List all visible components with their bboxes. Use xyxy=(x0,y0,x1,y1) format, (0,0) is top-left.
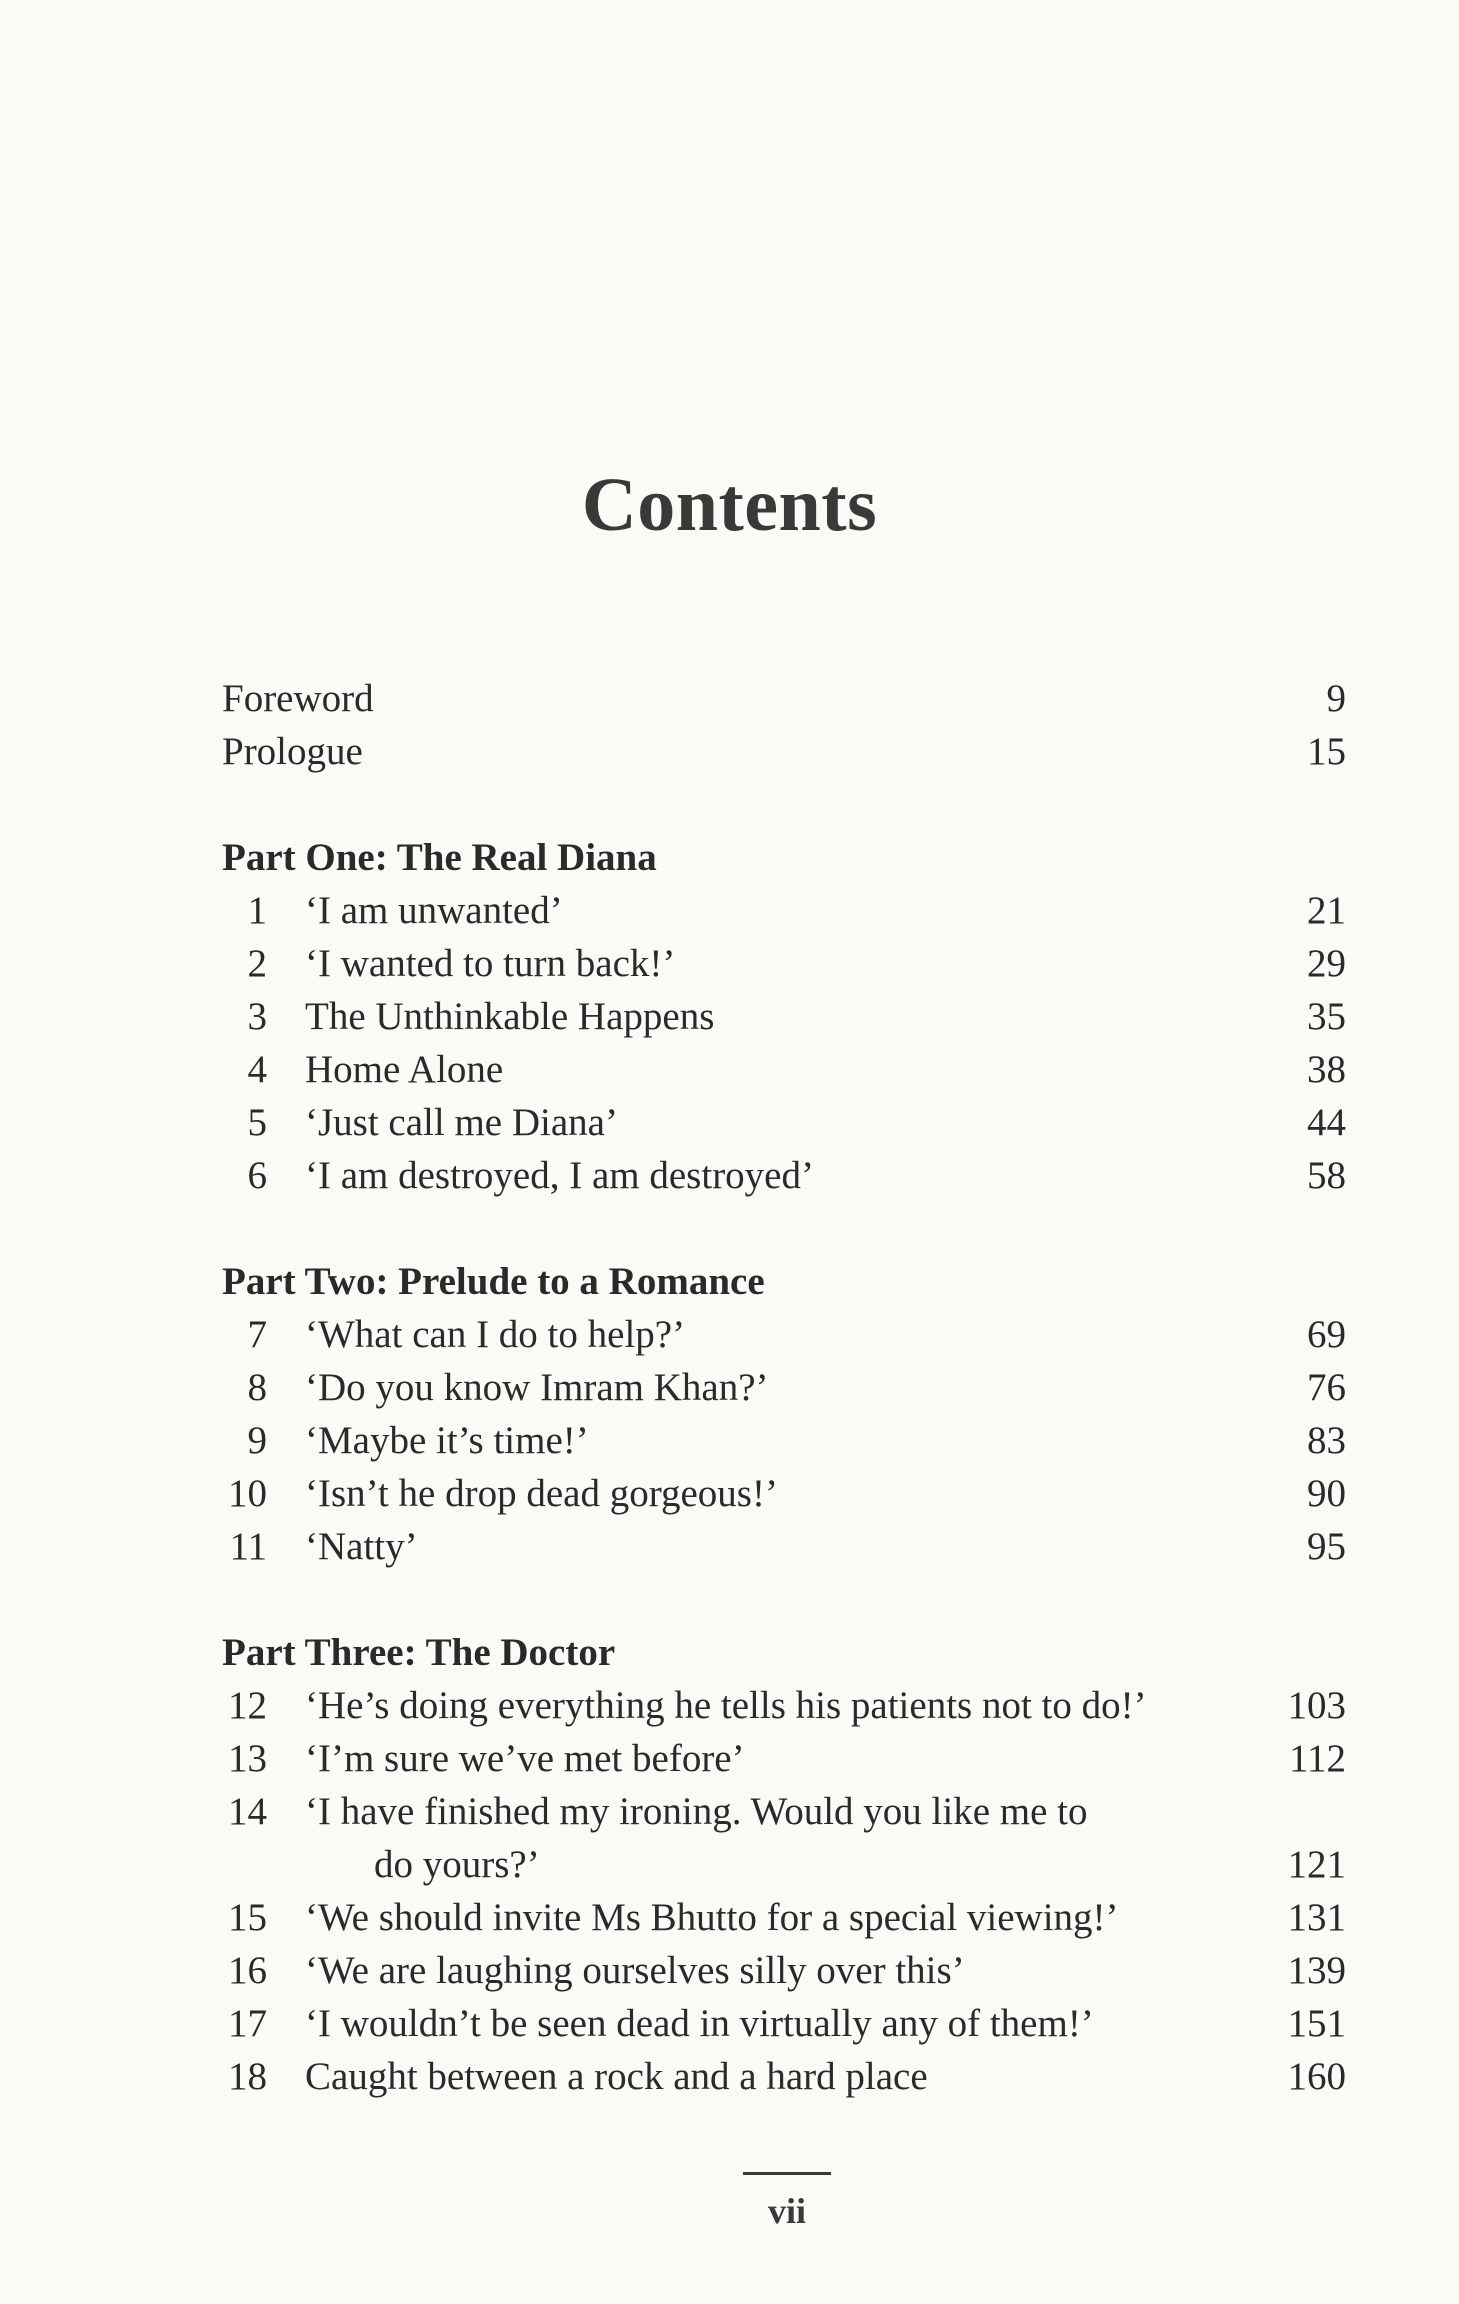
section-spacer xyxy=(222,1202,1346,1255)
toc-entry-page: 9 xyxy=(1326,677,1346,720)
toc-chapter-entry xyxy=(222,1467,1346,1520)
chapter-title: ‘Natty’ xyxy=(305,1525,418,1568)
toc-chapter-entry xyxy=(222,1520,1346,1573)
section-spacer xyxy=(222,778,1346,831)
chapter-page: 38 xyxy=(1307,1048,1346,1091)
chapter-page: 151 xyxy=(1287,2002,1346,2045)
toc-chapter-entry xyxy=(222,1785,1346,1838)
chapter-title: ‘He’s doing everything he tells his patients not to do!’ xyxy=(305,1684,1147,1727)
chapter-title: ‘We are laughing ourselves silly over this’ xyxy=(305,1949,965,1992)
chapter-title: ‘I have finished my ironing. Would you like me to xyxy=(305,1790,1088,1833)
toc-chapter-entry xyxy=(222,990,1346,1043)
chapter-number: 7 xyxy=(247,1313,267,1356)
chapter-title: ‘I wouldn’t be seen dead in virtually any of them!’ xyxy=(305,2002,1094,2045)
chapter-number: 4 xyxy=(247,1048,267,1091)
toc-entry-prologue xyxy=(222,725,1346,778)
chapter-number: 6 xyxy=(247,1154,267,1197)
chapter-title-continued: do yours?’ xyxy=(374,1843,540,1886)
chapter-number: 18 xyxy=(228,2055,267,2098)
page-title: Contents xyxy=(581,463,878,547)
chapter-page: 44 xyxy=(1307,1101,1346,1144)
chapter-page: 69 xyxy=(1307,1313,1346,1356)
chapter-title: ‘I’m sure we’ve met before’ xyxy=(305,1737,745,1780)
footer-rule xyxy=(743,2172,831,2175)
toc-chapter-entry xyxy=(222,1043,1346,1096)
toc-entry-foreword xyxy=(222,672,1346,725)
chapter-number: 17 xyxy=(228,2002,267,2045)
chapter-page: 131 xyxy=(1287,1896,1346,1939)
chapter-page: 103 xyxy=(1287,1684,1346,1727)
chapter-title: Caught between a rock and a hard place xyxy=(305,2055,928,2098)
chapter-number: 5 xyxy=(247,1101,267,1144)
chapter-number: 14 xyxy=(228,1790,267,1833)
chapter-title: ‘I wanted to turn back!’ xyxy=(305,942,676,985)
chapter-page: 58 xyxy=(1307,1154,1346,1197)
toc-chapter-entry xyxy=(222,1997,1346,2050)
chapter-number: 16 xyxy=(228,1949,267,1992)
part-heading: Part Three: The Doctor xyxy=(222,1631,616,1674)
chapter-title: The Unthinkable Happens xyxy=(305,995,715,1038)
chapter-page: 121 xyxy=(1287,1843,1346,1886)
toc-chapter-entry xyxy=(222,1679,1346,1732)
chapter-title: ‘What can I do to help?’ xyxy=(305,1313,686,1356)
chapter-number: 10 xyxy=(228,1472,267,1515)
chapter-page: 35 xyxy=(1307,995,1346,1038)
chapter-page: 76 xyxy=(1307,1366,1346,1409)
chapter-number: 11 xyxy=(229,1525,267,1568)
chapter-title: ‘Do you know Imram Khan?’ xyxy=(305,1366,769,1409)
toc-chapter-entry xyxy=(222,1096,1346,1149)
toc-entry-title: Foreword xyxy=(222,677,374,720)
chapter-title: Home Alone xyxy=(305,1048,504,1091)
page-number: vii xyxy=(767,2191,806,2231)
table-of-contents xyxy=(222,672,1346,2103)
toc-chapter-entry xyxy=(222,1149,1346,1202)
toc-chapter-entry xyxy=(222,937,1346,990)
chapter-page: 83 xyxy=(1307,1419,1346,1462)
chapter-page: 21 xyxy=(1307,889,1346,932)
chapter-number: 13 xyxy=(228,1737,267,1780)
part-heading: Part One: The Real Diana xyxy=(222,836,657,879)
toc-entry-title: Prologue xyxy=(222,730,363,773)
chapter-page: 160 xyxy=(1287,2055,1346,2098)
part-heading: Part Two: Prelude to a Romance xyxy=(222,1260,765,1303)
section-spacer xyxy=(222,1573,1346,1626)
chapter-number: 8 xyxy=(247,1366,267,1409)
toc-chapter-entry xyxy=(222,1732,1346,1785)
chapter-number: 3 xyxy=(247,995,267,1038)
toc-chapter-entry xyxy=(222,884,1346,937)
chapter-title: ‘I am destroyed, I am destroyed’ xyxy=(305,1154,814,1197)
chapter-page: 29 xyxy=(1307,942,1346,985)
toc-chapter-entry xyxy=(222,1361,1346,1414)
chapter-number: 15 xyxy=(228,1896,267,1939)
chapter-number: 9 xyxy=(247,1419,267,1462)
toc-chapter-entry xyxy=(222,1944,1346,1997)
chapter-number: 2 xyxy=(247,942,267,985)
toc-chapter-entry-continued xyxy=(222,1838,1346,1891)
chapter-title: ‘Maybe it’s time!’ xyxy=(305,1419,589,1462)
toc-chapter-entry xyxy=(222,1308,1346,1361)
chapter-number: 1 xyxy=(247,889,267,932)
chapter-page: 112 xyxy=(1288,1737,1346,1780)
chapter-title: ‘We should invite Ms Bhutto for a special viewing!’ xyxy=(305,1896,1119,1939)
toc-chapter-entry xyxy=(222,1891,1346,1944)
chapter-title: ‘I am unwanted’ xyxy=(305,889,563,932)
chapter-page: 139 xyxy=(1287,1949,1346,1992)
toc-chapter-entry xyxy=(222,2050,1346,2103)
chapter-number: 12 xyxy=(228,1684,267,1727)
chapter-title: ‘Isn’t he drop dead gorgeous!’ xyxy=(305,1472,778,1515)
toc-entry-page: 15 xyxy=(1307,730,1346,773)
toc-chapter-entry xyxy=(222,1414,1346,1467)
chapter-page: 90 xyxy=(1307,1472,1346,1515)
chapter-title: ‘Just call me Diana’ xyxy=(305,1101,618,1144)
chapter-page: 95 xyxy=(1307,1525,1346,1568)
